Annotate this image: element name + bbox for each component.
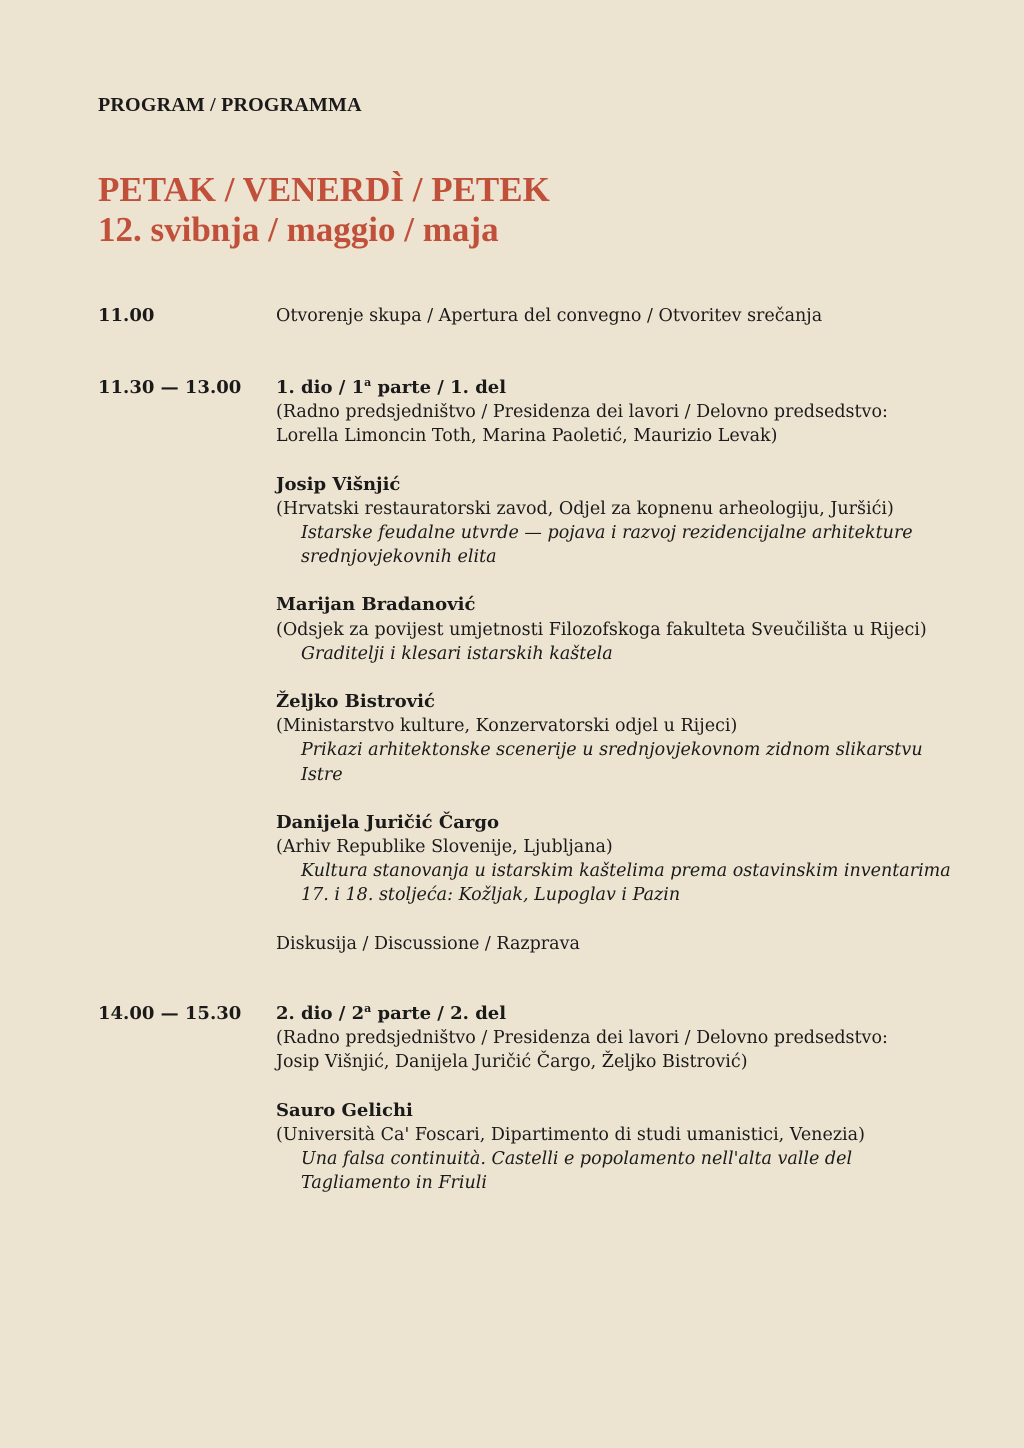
speaker-name: Danijela Juričić Čargo <box>276 811 499 833</box>
session-1-chair-line2: Lorella Limoncin Toth, Marina Paoletić, Maurizio Levak) <box>276 426 778 447</box>
speaker-name: Marijan Bradanović <box>276 594 476 616</box>
day-title-line1: PETAK / VENERDÌ / PETEK <box>98 170 550 209</box>
talk-title: Prikazi arhitektonske scenerije u srednjovjekovnom zidnom slikarstvu Istre <box>301 740 923 785</box>
session-1-chair-line1: (Radno predsjedništvo / Presidenza dei lavori / Delovno predsedstvo: <box>276 402 888 423</box>
session-1-content <box>276 376 956 956</box>
speaker-affiliation: (Università Ca' Foscari, Dipartimento di studi umanistici, Venezia) <box>276 1124 865 1145</box>
speaker-affiliation: (Ministarstvo kulture, Konzervatorski odjel u Rijeci) <box>276 716 738 737</box>
speaker-affiliation: (Hrvatski restauratorski zavod, Odjel za kopnenu arheologiju, Juršići) <box>276 498 894 519</box>
opening-text: Otvorenje skupa / Apertura del convegno / Otvoritev srečanja <box>276 306 823 326</box>
speaker-block <box>276 473 956 570</box>
speaker-block <box>276 1099 956 1196</box>
session-1-title-b: parte / 1. del <box>371 377 507 398</box>
talk-title: Kultura stanovanja u istarskim kaštelima prema ostavinskim inventarima 17. i 18. stoljeća: Kožljak, Lupoglav i Pazin <box>301 861 951 906</box>
session-2-title-a: 2. dio / 2 <box>276 1003 365 1024</box>
talk-title: Graditelji i klesari istarskih kaštela <box>301 643 613 664</box>
session-2-title-sup: a <box>364 1002 372 1015</box>
talk-title: Istarske feudalne utvrde — pojava i razvoj rezidencijalne arhitekture srednjovjekovnih elita <box>301 523 913 568</box>
page-header: PROGRAM / PROGRAMMA <box>98 94 362 116</box>
session-2-title <box>276 1002 956 1026</box>
session-2-time: 14.00 — 15.30 <box>98 1003 242 1024</box>
session-2-title-b: parte / 2. del <box>371 1003 507 1024</box>
session-1-title <box>276 376 956 400</box>
day-title-line2: 12. svibnja / maggio / maja <box>98 210 499 249</box>
discussion-label: Diskusija / Discussione / Razprava <box>276 933 580 954</box>
speaker-affiliation: (Arhiv Republike Slovenije, Ljubljana) <box>276 837 613 858</box>
speaker-name: Željko Bistrović <box>276 691 435 713</box>
speaker-block <box>276 593 956 666</box>
session-1-title-a: 1. dio / 1 <box>276 377 365 398</box>
speaker-block <box>276 811 956 908</box>
speaker-name: Sauro Gelichi <box>276 1099 413 1121</box>
speaker-affiliation: (Odsjek za povijest umjetnosti Filozofskoga fakulteta Sveučilišta u Rijeci) <box>276 619 927 640</box>
session-1-time: 11.30 — 13.00 <box>98 377 242 398</box>
session-1-title-sup: a <box>364 376 372 389</box>
speaker-name: Josip Višnjić <box>276 473 401 495</box>
session-2-content <box>276 1002 956 1195</box>
speaker-block <box>276 690 956 787</box>
talk-title: Una falsa continuità. Castelli e popolamento nell'alta valle del Tagliamento in Friuli <box>301 1149 853 1194</box>
day-title <box>98 170 550 250</box>
opening-time: 11.00 <box>98 305 155 326</box>
session-2-chair-line2: Josip Višnjić, Danijela Juričić Čargo, Željko Bistrović) <box>276 1052 748 1073</box>
session-2-chair-line1: (Radno predsjedništvo / Presidenza dei lavori / Delovno predsedstvo: <box>276 1028 888 1049</box>
